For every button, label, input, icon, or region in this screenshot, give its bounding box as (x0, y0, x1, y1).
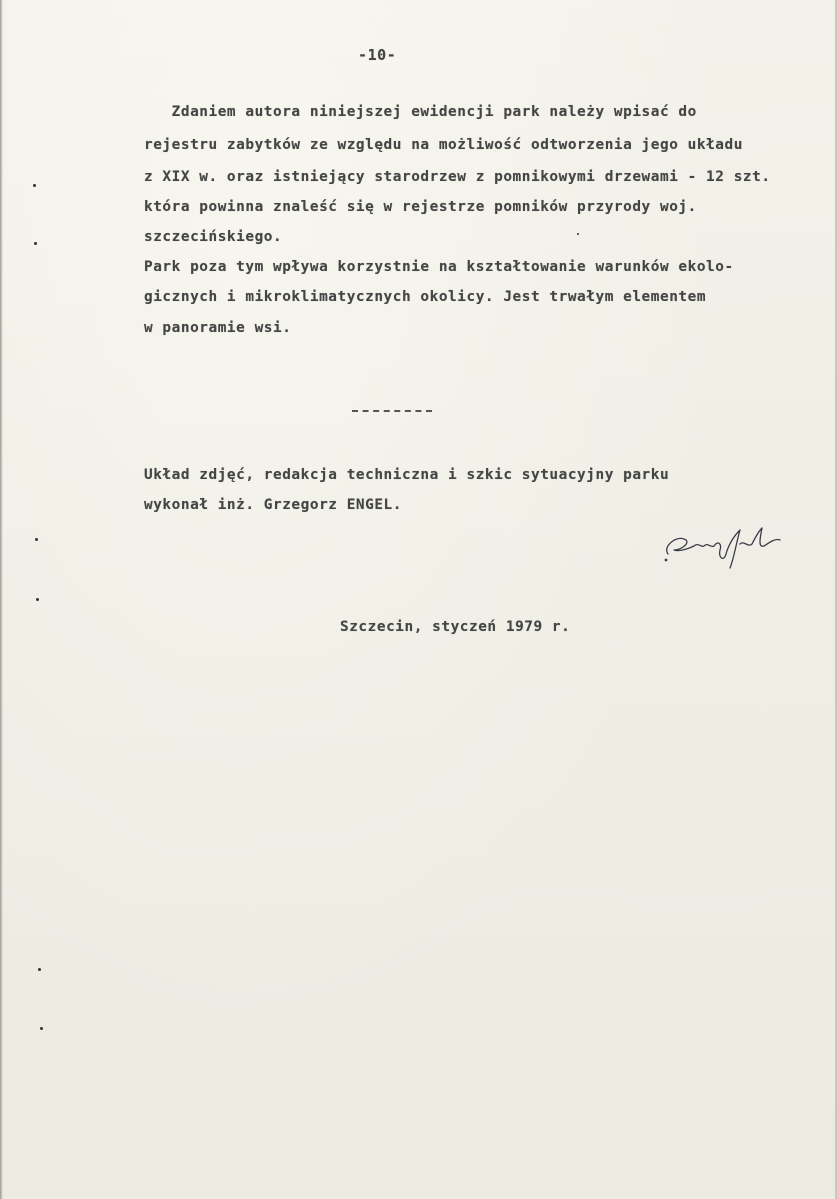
handwritten-signature (660, 518, 790, 578)
scan-dot (38, 968, 41, 971)
paragraph-line: w panoramie wsi. (144, 320, 292, 336)
paragraph-line: która powinna znaleść się w rejestrze pomników przyrody woj. (144, 199, 697, 215)
page-left-edge (0, 0, 3, 1199)
paragraph-line: Park poza tym wpływa korzystnie na kształtowanie warunków ekolo- (144, 259, 734, 275)
place-and-date: Szczecin, styczeń 1979 r. (340, 619, 571, 635)
scan-dot (36, 598, 39, 601)
paragraph-line: gicznych i mikroklimatycznych okolicy. Jest trwałym elementem (144, 289, 707, 305)
paragraph-line: Zdaniem autora niniejszej ewidencji park należy wpisać do (144, 104, 697, 120)
paragraph-line: szczecińskiego. (144, 229, 283, 245)
credits-line: wykonał inż. Grzegorz ENGEL. (144, 497, 402, 513)
scan-dot (35, 538, 38, 541)
scan-dot (40, 1027, 43, 1030)
credits-line: Układ zdjęć, redakcja techniczna i szkic sytuacyjny parku (144, 467, 670, 483)
paragraph-line: rejestru zabytków ze względu na możliwość odtworzenia jego układu (144, 137, 743, 153)
scan-dot (577, 233, 579, 235)
page-number: -10- (358, 46, 397, 64)
section-separator (352, 410, 432, 412)
scan-dot (33, 184, 36, 187)
paragraph-line: z XIX w. oraz istniejący starodrzew z pomnikowymi drzewami - 12 szt. (144, 169, 771, 185)
scan-dot (34, 242, 37, 245)
